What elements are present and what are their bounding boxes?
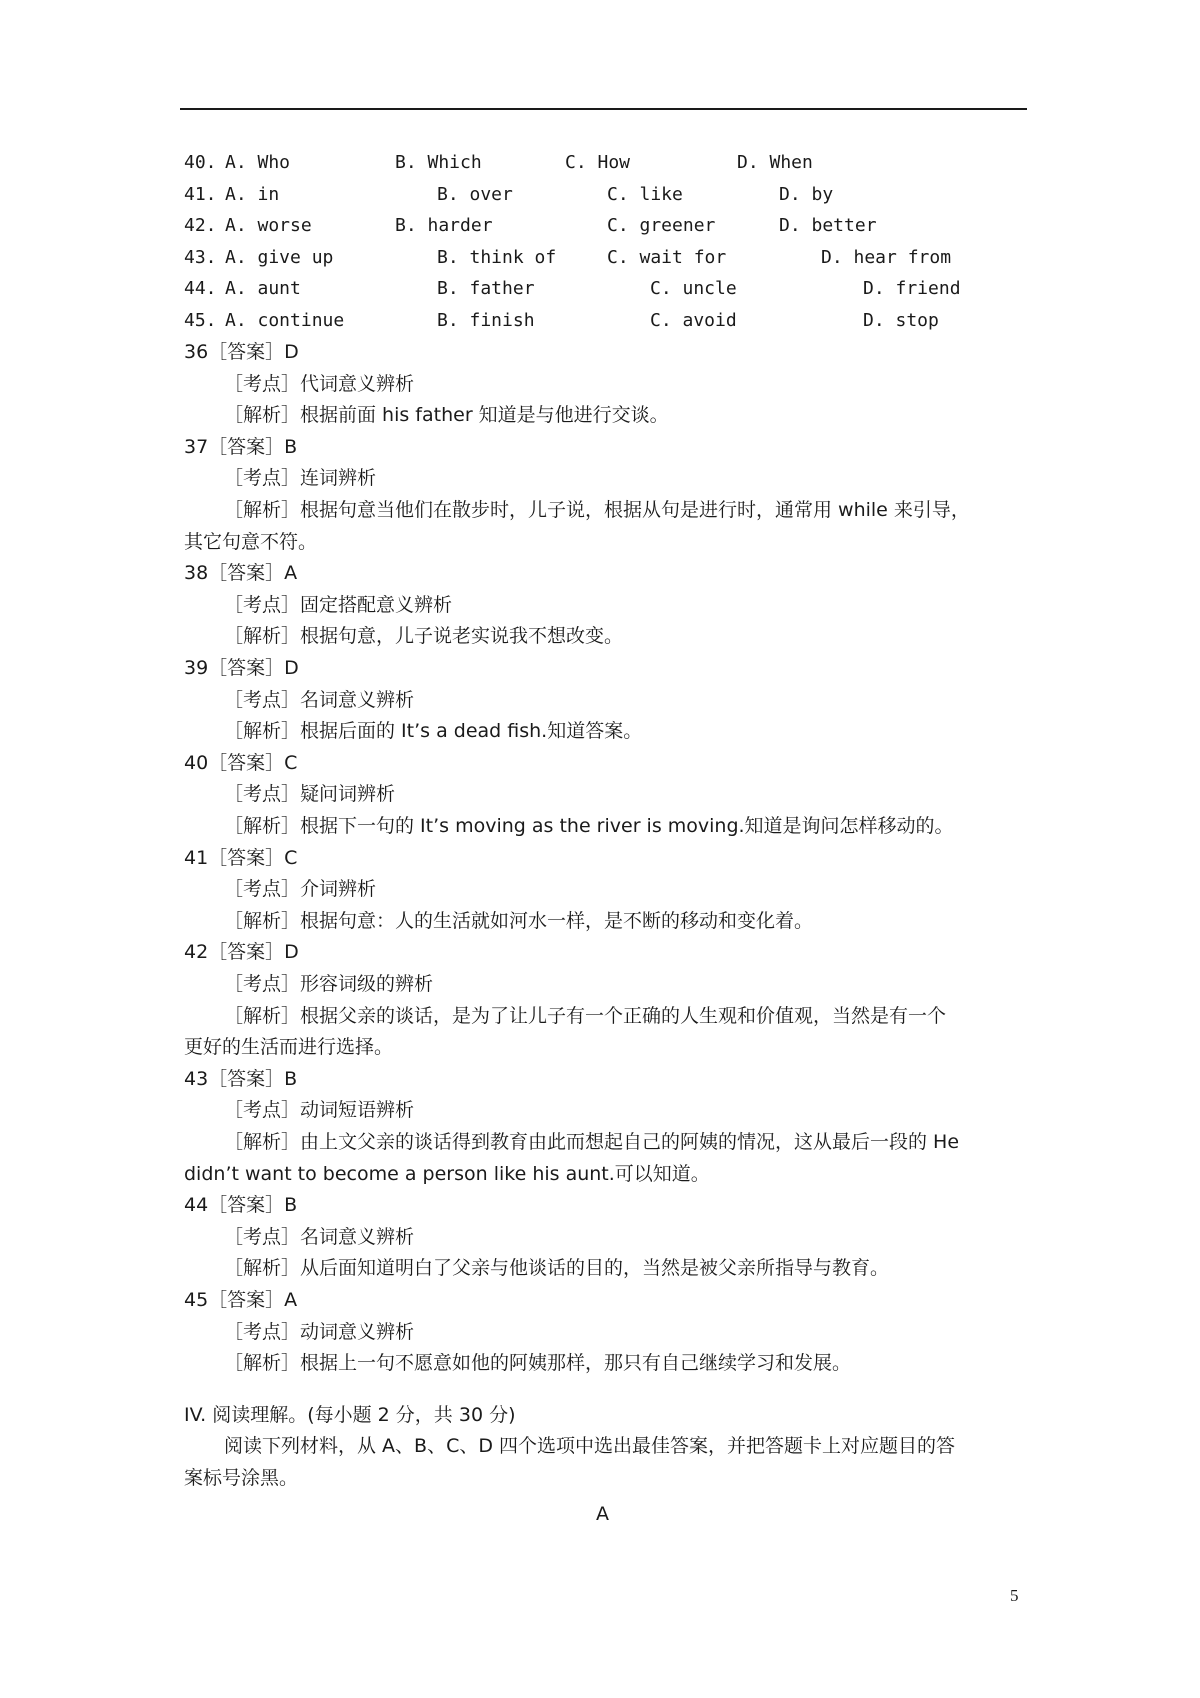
- analysis-text: didn’t want to become a person like his aunt.可以知道。: [184, 1162, 710, 1185]
- point-line: [0, 684, 1200, 716]
- instruction-text: 阅读下列材料，从 A、B、C、D 四个选项中选出最佳答案，并把答题卡上对应题目的答: [224, 1435, 956, 1458]
- header-rule: [180, 108, 1027, 110]
- exam-point: ［考点］动词短语辨析: [224, 1099, 415, 1122]
- analysis-text: ［解析］根据上一句不愿意如他的阿姨那样，那只有自己继续学习和发展。: [224, 1352, 852, 1375]
- answer-line: [0, 747, 1200, 779]
- option-b: B. over: [437, 183, 513, 205]
- option-d: D. When: [737, 152, 813, 173]
- analysis-line: [0, 1126, 1200, 1158]
- answer-line: [0, 431, 1200, 463]
- option-c: C. avoid: [650, 310, 737, 331]
- option-d: D. stop: [863, 310, 939, 331]
- answer-key: 44［答案］B: [184, 1194, 298, 1217]
- answer-line: [0, 842, 1200, 874]
- analysis-text: ［解析］根据父亲的谈话，是为了让儿子有一个正确的人生观和价值观，当然是有一个: [224, 1004, 947, 1027]
- answer-line: [0, 336, 1200, 368]
- answer-line: [0, 1189, 1200, 1221]
- analysis-text: ［解析］根据下一句的 It’s moving as the river is moving.知道是询问怎样移动的。: [224, 815, 954, 837]
- analysis-line: [0, 399, 1200, 431]
- answer-key: 39［答案］D: [184, 657, 299, 679]
- point-line: [0, 462, 1200, 494]
- instruction-line: [0, 1430, 1200, 1462]
- point-line: [0, 1094, 1200, 1126]
- option-a: A. in: [225, 183, 280, 205]
- option-d: D. by: [779, 183, 834, 205]
- exam-point: ［考点］形容词级的辨析: [224, 973, 434, 995]
- analysis-text: 更好的生活而进行选择。: [184, 1036, 394, 1059]
- answer-key: 43［答案］B: [184, 1067, 298, 1090]
- answer-key: 38［答案］A: [184, 562, 298, 585]
- option-a: A. give up: [225, 246, 334, 268]
- section-title: [0, 1399, 1200, 1431]
- analysis-text: ［解析］由上文父亲的谈话得到教育由此而想起自己的阿姨的情况，这从最后一段的 He: [224, 1131, 960, 1153]
- exam-point: ［考点］连词辨析: [224, 467, 377, 490]
- answer-key: 37［答案］B: [184, 435, 298, 458]
- analysis-line: [0, 1347, 1200, 1379]
- option-row: [0, 273, 1200, 305]
- analysis-text: ［解析］根据句意：人的生活就如河水一样，是不断的移动和变化着。: [224, 909, 814, 932]
- option-a: A. continue: [225, 310, 345, 331]
- option-c: C. wait for: [607, 246, 727, 268]
- option-row: [0, 210, 1200, 242]
- option-number: 42.: [184, 215, 217, 237]
- option-b: B. finish: [437, 310, 535, 331]
- option-c: C. uncle: [650, 278, 737, 300]
- option-d: D. friend: [863, 278, 961, 300]
- analysis-line: [0, 1000, 1200, 1032]
- analysis-text: ［解析］根据前面 his father 知道是与他进行交谈。: [224, 404, 669, 427]
- option-c: C. How: [565, 152, 631, 173]
- analysis-text: ［解析］根据后面的 It’s a dead fish.知道答案。: [224, 720, 643, 743]
- analysis-line: [0, 620, 1200, 652]
- exam-point: ［考点］代词意义辨析: [224, 372, 415, 395]
- passage-label-line: [0, 1498, 1200, 1530]
- option-c: C. greener: [607, 215, 716, 237]
- analysis-text: ［解析］根据句意当他们在散步时，儿子说，根据从句是进行时，通常用 while 来引导，: [224, 499, 970, 521]
- option-row: [0, 147, 1200, 179]
- point-line: [0, 778, 1200, 810]
- page-number: 5: [1010, 1586, 1019, 1605]
- answer-key: 36［答案］D: [184, 341, 299, 363]
- option-row: [0, 179, 1200, 211]
- option-number: 40.: [184, 152, 217, 173]
- option-a: A. Who: [225, 152, 291, 173]
- option-number: 43.: [184, 246, 217, 268]
- point-line: [0, 1221, 1200, 1253]
- answer-key: 41［答案］C: [184, 846, 298, 869]
- point-line: [0, 368, 1200, 400]
- option-number: 41.: [184, 183, 217, 205]
- option-row: [0, 305, 1200, 337]
- option-b: B. think of: [437, 246, 557, 268]
- option-number: 44.: [184, 278, 217, 300]
- option-d: D. hear from: [821, 246, 952, 268]
- answer-line: [0, 1284, 1200, 1316]
- option-b: B. harder: [395, 215, 493, 237]
- option-b: B. Which: [395, 152, 482, 173]
- answer-line: [0, 1063, 1200, 1095]
- answer-line: [0, 936, 1200, 968]
- analysis-text: ［解析］根据句意，儿子说老实说我不想改变。: [224, 625, 624, 648]
- passage-label: A: [596, 1502, 609, 1525]
- analysis-line: [0, 526, 1200, 558]
- instruction-line: [0, 1462, 1200, 1494]
- answer-line: [0, 557, 1200, 589]
- point-line: [0, 1316, 1200, 1348]
- option-d: D. better: [779, 215, 877, 237]
- exam-point: ［考点］名词意义辨析: [224, 688, 415, 711]
- exam-point: ［考点］介词辨析: [224, 878, 377, 901]
- option-c: C. like: [607, 183, 683, 205]
- analysis-line: [0, 1158, 1200, 1190]
- analysis-line: [0, 1252, 1200, 1284]
- exam-point: ［考点］名词意义辨析: [224, 1225, 415, 1248]
- option-a: A. worse: [225, 215, 312, 237]
- exam-point: ［考点］固定搭配意义辨析: [224, 593, 453, 616]
- analysis-line: [0, 1031, 1200, 1063]
- option-number: 45.: [184, 310, 217, 331]
- option-a: A. aunt: [225, 278, 301, 300]
- analysis-line: [0, 810, 1200, 842]
- option-row: [0, 242, 1200, 274]
- answer-key: 42［答案］D: [184, 941, 299, 964]
- point-line: [0, 873, 1200, 905]
- point-line: [0, 589, 1200, 621]
- analysis-line: [0, 905, 1200, 937]
- section-heading: IV. 阅读理解。(每小题 2 分，共 30 分): [184, 1403, 516, 1426]
- analysis-text: ［解析］从后面知道明白了父亲与他谈话的目的，当然是被父亲所指导与教育。: [224, 1257, 890, 1280]
- answer-line: [0, 652, 1200, 684]
- exam-point: ［考点］疑问词辨析: [224, 783, 396, 806]
- analysis-line: [0, 715, 1200, 747]
- point-line: [0, 968, 1200, 1000]
- instruction-text: 案标号涂黑。: [184, 1467, 299, 1489]
- analysis-line: [0, 494, 1200, 526]
- analysis-text: 其它句意不符。: [184, 530, 318, 553]
- answer-key: 45［答案］A: [184, 1289, 298, 1311]
- answer-key: 40［答案］C: [184, 751, 298, 774]
- option-b: B. father: [437, 278, 535, 300]
- exam-point: ［考点］动词意义辨析: [224, 1320, 415, 1343]
